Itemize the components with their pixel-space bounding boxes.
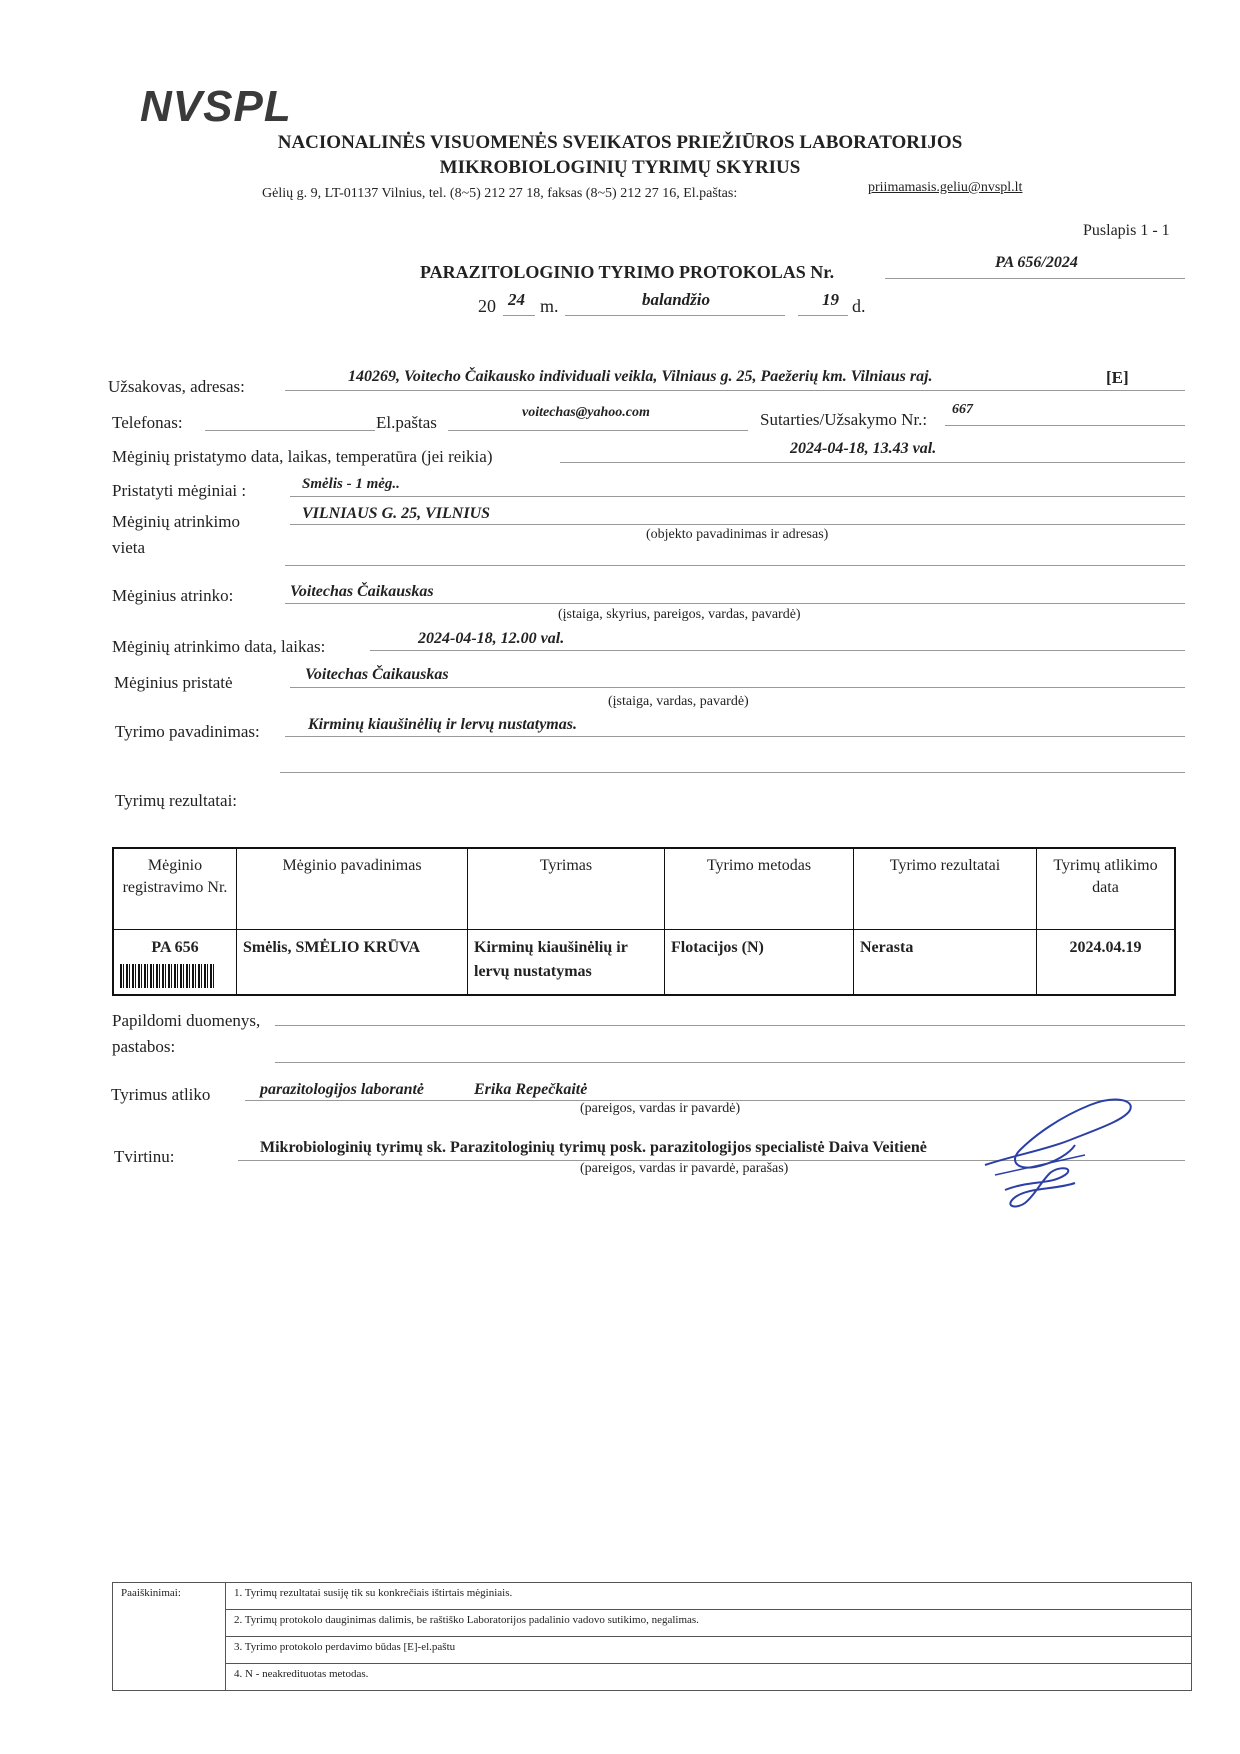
note-item: 4. N - neakredituotas metodas. xyxy=(226,1664,1192,1691)
day-label-d: d. xyxy=(852,296,866,316)
registration-number: PA 656 xyxy=(151,939,199,956)
approve-value: Mikrobiologinių tyrimų sk. Parazitologinių tyrimų posk. parazitologijos specialistė Daiva Veitienė xyxy=(260,1139,927,1156)
approve-label: Tvirtinu: xyxy=(114,1147,175,1166)
col-header-test: Tyrimas xyxy=(468,848,665,930)
email-value: voitechas@yahoo.com xyxy=(522,405,650,420)
samples-label: Pristatyti mėginiai : xyxy=(112,481,247,500)
cell-test: Kirminų kiaušinėlių ir lervų nustatymas xyxy=(468,930,665,996)
day-value: 19 xyxy=(822,290,839,309)
contract-value: 667 xyxy=(952,402,973,417)
notes-table xyxy=(112,1582,1192,1691)
delivery-value: 2024-04-18, 13.43 val. xyxy=(790,440,937,457)
sampling-date-label: Mėginių atrinkimo data, laikas: xyxy=(112,637,326,656)
page-number: Puslapis 1 - 1 xyxy=(1083,222,1170,239)
delivery-label: Mėginių pristatymo data, laikas, temperatūra (jei reikia) xyxy=(112,447,493,466)
note-item: 1. Tyrimų rezultatai susiję tik su konkrečiais ištirtais mėginiais. xyxy=(226,1583,1192,1610)
col-header-method: Tyrimo metodas xyxy=(665,848,854,930)
sampler-label: Mėginius atrinko: xyxy=(112,586,234,605)
cell-date: 2024.04.19 xyxy=(1037,930,1176,996)
col-header-sample-name: Mėginio pavadinimas xyxy=(237,848,468,930)
month-value: balandžio xyxy=(642,290,711,309)
barcode-icon xyxy=(120,964,214,988)
sampler-hint: (įstaiga, skyrius, pareigos, vardas, pavardė) xyxy=(558,607,801,622)
sampler-value: Voitechas Čaikauskas xyxy=(290,583,434,600)
site-label-2: vieta xyxy=(112,538,146,557)
col-header-registration: Mėginio registravimo Nr. xyxy=(113,848,237,930)
results-label: Tyrimų rezultatai: xyxy=(115,791,238,810)
deliverer-hint: (įstaiga, vardas, pavardė) xyxy=(608,694,749,709)
protocol-title: PARAZITOLOGINIO TYRIMO PROTOKOLAS Nr. xyxy=(420,262,835,282)
cell-registration xyxy=(113,930,237,996)
signature-icon xyxy=(975,1095,1145,1215)
cell-result: Nerasta xyxy=(854,930,1037,996)
year-prefix: 20 xyxy=(478,296,496,316)
col-header-result: Tyrimo rezultatai xyxy=(854,848,1037,930)
test-value: Kirminų kiaušinėlių ir lervų nustatymas. xyxy=(308,716,577,733)
org-email-link[interactable]: priimamasis.geliu@nvspl.lt xyxy=(868,180,1023,195)
customer-value: 140269, Voitecho Čaikausko individuali veikla, Vilniaus g. 25, Paežerių km. Vilniaus raj. xyxy=(348,368,933,385)
approve-hint: (pareigos, vardas ir pavardė, parašas) xyxy=(580,1161,789,1176)
site-hint: (objekto pavadinimas ir adresas) xyxy=(646,527,829,542)
notes-label: Paaiškinimai: xyxy=(113,1583,226,1691)
site-label-1: Mėginių atrinkimo xyxy=(112,512,240,531)
col-header-date: Tyrimų atlikimo data xyxy=(1037,848,1176,930)
phone-label: Telefonas: xyxy=(112,413,183,432)
test-label: Tyrimo pavadinimas: xyxy=(115,722,260,741)
year-value: 24 xyxy=(508,290,525,309)
performed-hint: (pareigos, vardas ir pavardė) xyxy=(580,1101,741,1116)
note-item: 2. Tyrimų protokolo dauginimas dalimis, be raštiško Laboratorijos padalinio vadovo sutikimo, negalimas. xyxy=(226,1610,1192,1637)
results-table xyxy=(112,847,1176,996)
cell-sample-name: Smėlis, SMĖLIO KRŪVA xyxy=(237,930,468,996)
note-item: 3. Tyrimo protokolo perdavimo būdas [E]-el.paštu xyxy=(226,1637,1192,1664)
site-value: VILNIAUS G. 25, VILNIUS xyxy=(302,505,491,522)
customer-label: Užsakovas, adresas: xyxy=(108,377,245,396)
month-label-m: m. xyxy=(540,296,559,316)
email-label: El.paštas xyxy=(376,413,437,432)
org-address: Gėlių g. 9, LT-01137 Vilnius, tel. (8~5) 212 27 18, faksas (8~5) 212 27 16, El.paštas: xyxy=(262,186,738,201)
org-name-line1: NACIONALINĖS VISUOMENĖS SVEIKATOS PRIEŽIŪROS LABORATORIJOS xyxy=(277,132,963,153)
performed-role: parazitologijos laborantė xyxy=(260,1081,425,1098)
results-header-row xyxy=(113,848,1175,930)
deliverer-value: Voitechas Čaikauskas xyxy=(305,666,449,683)
performed-name: Erika Repečkaitė xyxy=(474,1081,588,1098)
extra-label-1: Papildomi duomenys, xyxy=(112,1011,261,1030)
contract-label: Sutarties/Užsakymo Nr.: xyxy=(760,410,928,429)
performed-label: Tyrimus atliko xyxy=(111,1085,211,1104)
protocol-number: PA 656/2024 xyxy=(995,254,1078,271)
customer-flag: [E] xyxy=(1106,368,1129,387)
samples-value: Smėlis - 1 mėg.. xyxy=(302,476,400,492)
table-row xyxy=(113,930,1175,996)
deliverer-label: Mėginius pristatė xyxy=(114,673,233,692)
org-name-line2: MIKROBIOLOGINIŲ TYRIMŲ SKYRIUS xyxy=(439,157,801,178)
cell-method: Flotacijos (N) xyxy=(665,930,854,996)
nvspl-logo: NVSPL xyxy=(140,82,292,131)
sampling-date-value: 2024-04-18, 12.00 val. xyxy=(418,630,565,647)
extra-label-2: pastabos: xyxy=(112,1037,176,1056)
